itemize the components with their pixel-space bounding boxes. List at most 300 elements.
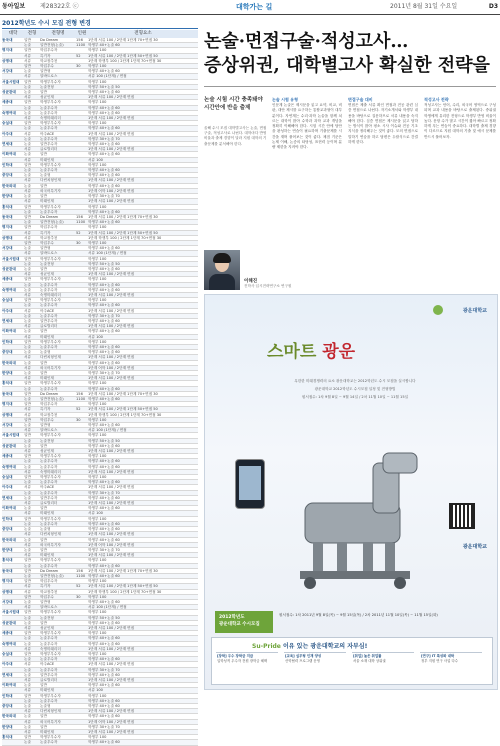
masthead	[0, 0, 500, 15]
article-column	[424, 96, 496, 276]
column-text: 면접은 제출 서류 확인 면접과 전공 관련 심층 면접으로 나뉜다. 자기소개서와 학생부 내용을 바탕으로 질문하므로 서류 내용을 숙지해야 한다. 심층 면접은 제시문을 읽고 답하는 방식이 많아 평소 시사 이슈와 전공 기초 지식을 정리해두는 것이 좋다. 모의 면접으로 말하기 연습을 하고 답변은 두괄식으로 간결하게 한다.	[348, 103, 418, 145]
feature-box	[216, 652, 278, 680]
table-cell: 논술	[24, 90, 31, 95]
table-cell: 학생부우수자	[40, 631, 61, 636]
table-cell: 일반우수자	[40, 142, 58, 147]
table-cell: 이화여대	[2, 683, 16, 688]
table-cell	[76, 642, 88, 646]
table-cell	[76, 95, 88, 99]
table-cell: 한국외대	[2, 360, 16, 365]
table-cell: 논술	[24, 266, 31, 271]
table-cell: 학생부우수자	[40, 298, 61, 303]
table-cell: Do Dream	[40, 568, 59, 573]
table-cell: 논술	[24, 636, 31, 641]
table-cell	[76, 517, 88, 521]
table-cell: 한국외대	[2, 183, 16, 188]
table-cell: 서류	[24, 709, 31, 714]
table-cell: 일반	[24, 402, 31, 407]
table-cell	[2, 126, 24, 130]
table-cell: 서류	[24, 116, 31, 121]
table-cell: 52	[76, 407, 81, 412]
table-cell: 일반	[24, 631, 31, 636]
table-cell: 일반	[24, 454, 31, 459]
table-cell: 세종대	[2, 454, 13, 459]
table-cell: 학생부 40+논술 60	[88, 152, 120, 157]
table-cell: 알바트로스	[40, 605, 58, 610]
table-cell: 성균관대	[2, 443, 16, 448]
table-cell: 학교장추천	[40, 589, 58, 594]
table-cell	[76, 168, 88, 172]
table-cell: 학생부 40+논술 60	[88, 698, 120, 703]
table-cell: 미래인재	[40, 157, 54, 162]
table-cell: 일반	[40, 443, 47, 448]
table-cell: 학생부 100	[88, 79, 107, 84]
table-cell	[2, 730, 24, 734]
table-cell: 서류	[24, 719, 31, 724]
table-cell: 1단계 서류 100 / 2단계 면접	[88, 178, 135, 183]
table-cell	[76, 314, 88, 318]
table-cell: 논술	[24, 527, 31, 532]
table-cell: 논술	[24, 672, 31, 677]
table-cell	[76, 189, 88, 193]
table-cell: 성균관대	[2, 266, 16, 271]
table-cell	[76, 366, 88, 370]
table-cell: 서강대	[2, 69, 13, 74]
table-cell	[76, 600, 88, 604]
table-cell: 일반	[24, 64, 31, 69]
table-cell	[2, 511, 24, 515]
table-cell	[2, 283, 24, 287]
university-advertisement[interactable]	[204, 294, 498, 690]
table-cell: 서류	[24, 688, 31, 693]
table-cell: 논술우수자	[40, 282, 58, 287]
table-cell: 논술	[24, 480, 31, 485]
table-cell	[76, 387, 88, 391]
badge-line: 2012학년도	[219, 615, 245, 620]
table-cell	[76, 683, 88, 687]
table-cell	[76, 657, 88, 661]
table-cell	[76, 714, 88, 718]
table-cell	[2, 668, 24, 672]
table-cell: 학생부 40+논술 60	[88, 105, 120, 110]
table-cell: 서류	[24, 157, 31, 162]
table-cell: 일반	[40, 183, 47, 188]
table-cell: 서류	[24, 95, 31, 100]
table-cell	[76, 735, 88, 739]
table-cell	[2, 335, 24, 339]
table-cell: 학생부 40+논술 60	[88, 599, 120, 604]
table-cell: 미래인재	[40, 511, 54, 516]
table-cell	[76, 423, 88, 427]
table-cell	[76, 283, 88, 287]
table-cell	[2, 85, 24, 89]
divider	[204, 86, 496, 87]
table-cell: 일반	[24, 558, 31, 563]
table-cell	[76, 636, 88, 640]
table-cell: 일반	[24, 516, 31, 521]
table-cell: 논술	[24, 386, 31, 391]
table-cell: 서류	[24, 230, 31, 235]
table-cell: 학생부 40+논술 60	[88, 459, 120, 464]
table-cell: Do Dream	[40, 391, 59, 396]
table-cell: 일반	[40, 152, 47, 157]
table-cell	[76, 137, 88, 141]
table-cell: 일반	[24, 162, 31, 167]
table-cell: 학생부 100	[88, 162, 107, 167]
table-cell: 논술	[24, 69, 31, 74]
table-cell	[76, 173, 88, 177]
table-cell: 논술	[24, 521, 31, 526]
table-cell: 학생부 40+논술 60	[88, 641, 120, 646]
author-title: 진학사 입시전략연구소 연구원	[244, 284, 292, 288]
table-cell: 학생부우수자	[40, 475, 61, 480]
table-cell: 세종대	[2, 277, 13, 282]
table-cell: Do Dream	[40, 38, 59, 42]
table-cell	[76, 449, 88, 453]
table-cell: 학생부 40+논술 60	[88, 360, 120, 365]
table-cell: 숙명여대	[2, 641, 16, 646]
table-cell	[2, 54, 24, 58]
table-cell: 상명대	[2, 589, 13, 594]
ad-badge	[215, 611, 273, 633]
table-cell: 1단계 학생부 100 / 2단계 1단계 70+면접 30	[88, 235, 162, 240]
table-cell: 학생부 40+논술 60	[88, 43, 120, 48]
table-cell: 학생부 100	[88, 48, 107, 53]
table-cell	[76, 340, 88, 344]
table-cell	[76, 506, 88, 510]
table-cell: 인하대	[2, 516, 13, 521]
column-subhead: 적성고사 전략	[424, 97, 449, 102]
table-cell	[76, 402, 88, 406]
table-cell	[76, 48, 88, 52]
qr-code-icon[interactable]	[449, 503, 475, 529]
table-cell	[76, 532, 88, 536]
table-cell: 일반	[24, 298, 31, 303]
table-cell: 학생부 30+논술 70	[88, 371, 120, 375]
table-cell: 학생부 40+논술 60	[88, 704, 120, 708]
table-cell	[76, 251, 88, 255]
admission-table	[2, 18, 198, 745]
table-cell: 서류	[24, 730, 31, 735]
table-cell: 서강대	[2, 599, 13, 604]
table-cell	[76, 361, 88, 365]
ad-panel-title	[252, 641, 367, 650]
table-cell	[76, 309, 88, 313]
table-cell: 미래인재	[40, 730, 54, 735]
table-cell	[2, 657, 24, 661]
table-cell: 학생부 100	[88, 693, 107, 698]
table-cell: 동국대	[2, 568, 13, 573]
table-cell: 서류 100 (1단계) / 면접	[88, 605, 127, 610]
header-cell: 대학	[8, 31, 18, 36]
table-cell: 동국대	[2, 38, 13, 42]
table-cell	[76, 298, 88, 302]
table-cell: 논술	[24, 183, 31, 188]
table-cell: 학생부 40+논술 60	[88, 672, 120, 677]
table-cell	[76, 590, 88, 594]
table-cell	[76, 522, 88, 526]
table-cell	[2, 564, 24, 568]
table-cell: 52	[76, 53, 81, 58]
table-cell: 학업우수	[40, 417, 54, 422]
table-cell: 학생부 40+논술 60	[88, 209, 120, 214]
table-cell: 학업우수자	[40, 48, 58, 53]
table-cell	[76, 152, 88, 156]
table-cell: 학생부 40+논술 60	[88, 683, 120, 688]
table-cell: 156	[76, 38, 83, 42]
table-cell: 학생부 100	[88, 454, 107, 459]
table-cell: 학생부 40+논술 60	[88, 636, 120, 641]
table-cell	[2, 740, 24, 744]
table-cell: 1단계 서류 100 / 2단계 면접	[88, 646, 135, 651]
table-cell: 이화여대	[2, 152, 16, 157]
table-cell: 학업우수자	[40, 402, 58, 407]
table-cell	[2, 387, 24, 391]
table-cell: 156	[76, 391, 83, 396]
table-cell: 1단계 서류 100 / 2단계 면접	[88, 355, 135, 360]
table-cell	[76, 558, 88, 562]
table-cell	[76, 350, 88, 354]
table-cell	[2, 553, 24, 557]
table-cell: 학생부 100	[88, 579, 107, 584]
table-cell: 명지대	[2, 402, 13, 407]
table-cell: 1단계 서류 100 / 2단계 면접	[88, 553, 135, 558]
table-cell: 학생부 100	[88, 631, 107, 636]
table-cell: 상명대	[2, 235, 13, 240]
table-cell	[2, 324, 24, 328]
table-cell: 서류 100	[88, 157, 103, 162]
table-cell: 학생부 40+논술 60	[88, 69, 120, 74]
table-cell	[76, 688, 88, 692]
column-text: 적성고사는 언어, 수리, 외국어 영역으로 구성되며 교과 내용을 바탕으로 출제된다. 중위권 학생에게 유리한 전형으로 학생부 반영 비율이 높다. 문항 수가 많고 시간이 짧아 빠르고 정확하게 푸는 연습이 중요하다. 대학별 출제 경향이 다르므로 지원 대학의 기출 및 예시 문제를 반드시 풀어보자.	[424, 103, 496, 139]
table-cell: 일반	[24, 48, 31, 53]
table-cell: 학생부 40+논술 60	[88, 423, 120, 428]
table-cell: 논술	[24, 126, 31, 131]
table-cell: 학생부 100	[88, 256, 107, 261]
table-cell	[76, 413, 88, 417]
table-cell: 학생부 40+논술 60	[88, 620, 120, 625]
table-cell: 1단계 서류 100 / 2단계 면접	[88, 324, 135, 329]
table-cell	[2, 210, 24, 214]
table-cell: 1단계 서류 100 / 2단계 면접	[88, 147, 135, 152]
table-cell: 논술우수자	[40, 105, 58, 110]
table-cell: 1단계 서류 100 / 2단계 면접	[88, 131, 135, 136]
table-cell	[76, 262, 88, 266]
table-cell: 서류 100	[88, 334, 103, 339]
table-cell: 글로벌리더	[40, 147, 58, 152]
table-cell: 학생부 40+논술 60	[88, 266, 120, 271]
table-cell	[2, 501, 24, 505]
table-cell	[2, 407, 24, 411]
table-cell	[76, 652, 88, 656]
table-cell: 논술	[24, 246, 31, 251]
table-cell	[76, 184, 88, 188]
table-cell: 논술우수자	[40, 459, 58, 464]
table-cell: 서류	[24, 376, 31, 381]
table-cell: 논술	[24, 318, 31, 323]
table-cell: 논술우수자	[40, 464, 58, 469]
table-cell: 일반우수자	[40, 495, 58, 500]
table-cell	[76, 147, 88, 151]
table-cell	[2, 106, 24, 110]
table-cell: 서류	[24, 355, 31, 360]
table-cell: 논술	[24, 423, 31, 428]
table-cell: 논술	[24, 371, 31, 375]
table-cell: 숭실대	[2, 121, 13, 126]
table-cell: 인하대	[2, 693, 13, 698]
table-cell	[2, 376, 24, 380]
table-cell	[76, 90, 88, 94]
table-cell: 아주대	[2, 131, 13, 136]
table-cell: 연세대	[2, 495, 13, 500]
table-title: 2012학년도 수시 모집 전형 변경	[2, 18, 198, 29]
ad-logo-text: 광운대학교	[462, 308, 487, 314]
table-cell: 성균인재	[40, 95, 54, 100]
column-text: 인문계 논술은 제시문을 읽고 요약, 비교, 비판, 대안 제시를 요구하는 통합교과형이 대부분이다. 자연계는 수리·과학 논술을 함께 치르는 대학이 많아 수학과 과학 교과 개념을 정확히 이해해야 한다. 시험 시간 안에 답안을 완성하는 연습이 필요하며 기출문제를 시간을 재며 풀어보는 것이 좋다. 채점 기준은 논제 이해, 논증의 타당성, 표현력 등이며 분량 제한을 지켜야 한다.	[272, 103, 342, 150]
table-cell: 서류	[24, 308, 31, 313]
table-cell: 일반	[40, 724, 47, 729]
table-cell: 논술	[24, 136, 31, 141]
table-cell: 성균관대	[2, 90, 16, 95]
table-body	[2, 38, 198, 746]
table-cell: 학생부 40+논술 60	[88, 142, 120, 147]
table-cell: 1단계 서류 100 / 2단계 1단계 50+면접 50	[88, 230, 158, 235]
issue-date: 2011년 8월 31일 수요일	[390, 3, 458, 10]
table-cell: 일반	[24, 391, 31, 396]
table-cell: 상명대	[2, 58, 13, 63]
table-cell: 동국대	[2, 214, 13, 219]
table-cell: 일반	[40, 620, 47, 625]
table-cell: 논술우수자	[40, 313, 58, 318]
table-cell: 논술전형	[40, 84, 54, 89]
table-cell: 논술형	[40, 527, 51, 532]
table-cell: 일반전형(논술)	[40, 43, 64, 48]
table-cell: 서류	[24, 677, 31, 682]
table-cell	[76, 178, 88, 182]
table-cell: 52	[76, 230, 81, 235]
table-cell: 글로벌리더	[40, 677, 58, 682]
table-cell: 논술우수자	[40, 287, 58, 292]
table-cell	[2, 636, 24, 640]
table-cell	[76, 345, 88, 349]
table-cell: 학생부 40+논술 60	[88, 318, 120, 323]
table-cell	[76, 647, 88, 651]
table-cell: 논술	[24, 490, 31, 495]
ad-slogan	[267, 337, 355, 362]
table-cell: 학생부 40+논술 60	[88, 397, 120, 402]
table-cell	[76, 106, 88, 110]
table-cell	[76, 579, 88, 583]
table-cell	[76, 491, 88, 495]
table-cell: 학생부 40+논술 60	[88, 521, 120, 526]
header-cell: 전형요소	[134, 31, 152, 36]
table-cell	[76, 444, 88, 448]
table-cell	[2, 470, 24, 474]
table-cell: 학생부 100	[88, 204, 107, 209]
table-cell: 다빈치형인재	[40, 709, 61, 714]
table-cell: 학생부우수자	[40, 256, 61, 261]
table-cell	[76, 132, 88, 136]
table-cell	[76, 194, 88, 198]
table-cell: 서류	[24, 292, 31, 297]
table-cell	[76, 428, 88, 432]
table-cell	[2, 293, 24, 297]
table-cell: 30	[76, 594, 81, 599]
table-cell: 논술	[24, 287, 31, 292]
table-cell	[76, 668, 88, 672]
table-cell: 한국외대	[2, 537, 16, 542]
table-cell: 일반	[24, 568, 31, 573]
table-cell: 논술	[24, 261, 31, 266]
table-cell: 학생부 30+논술 70	[88, 194, 120, 199]
table-cell: 서류	[24, 485, 31, 490]
table-cell: 논술	[24, 360, 31, 365]
table-cell	[2, 480, 24, 484]
table-cell: 일반전형(논술)	[40, 397, 64, 402]
table-cell: 서류	[24, 178, 31, 183]
table-cell: 일반	[24, 225, 31, 230]
table-cell	[76, 454, 88, 458]
smartphone-icon	[235, 459, 265, 509]
table-cell: 일반	[40, 547, 47, 552]
article-lead-body: 올해 수시 모집 대학별고사는 논술, 면접구술, 적성고사로 나뉜다. 대학마다 반영 비율과 출제 경향이 달라 지원 대학의 기출문제를 분석해야 한다.	[204, 126, 267, 146]
table-cell: 상명대	[2, 412, 13, 417]
table-cell	[76, 319, 88, 323]
table-cell: 명지대	[2, 579, 13, 584]
table-cell: 한양대	[2, 547, 13, 552]
table-cell: 서류	[24, 469, 31, 474]
table-cell: 논술	[24, 282, 31, 287]
table-cell: 학생부 50+논술 50	[88, 438, 120, 443]
table-cell: 30	[76, 417, 81, 422]
table-cell	[2, 543, 24, 547]
table-cell: 서울시립대	[2, 433, 20, 438]
table-cell: 서류	[24, 74, 31, 79]
table-cell: 학생부 100	[88, 121, 107, 126]
table-cell	[2, 168, 24, 172]
table-cell	[76, 626, 88, 630]
table-cell: 1100	[76, 43, 86, 48]
table-cell: 학생부 100	[88, 558, 107, 563]
table-cell	[2, 64, 24, 68]
table-cell	[2, 449, 24, 453]
table-cell: 논술	[24, 563, 31, 568]
table-cell: 일반	[40, 506, 47, 511]
table-cell: 1단계 서류 100 / 2단계 면접	[88, 677, 135, 682]
table-cell: 1단계 서류 100 / 2단계 면접	[88, 501, 135, 506]
table-cell: 세종대	[2, 631, 13, 636]
table-cell	[76, 126, 88, 130]
table-cell	[2, 418, 24, 422]
table-cell	[2, 595, 24, 599]
table-cell: 서류	[24, 147, 31, 152]
table-cell: 학생부 100	[88, 225, 107, 230]
table-cell: 1단계 서류 100 / 2단계 1단계 50+면접 50	[88, 53, 158, 58]
table-cell: 학생부 100	[88, 64, 107, 69]
table-cell: 논술	[24, 220, 31, 225]
table-cell: 논술	[24, 641, 31, 646]
table-cell: 1단계 서류 100 / 2단계 1단계 70+면접 30	[88, 38, 158, 42]
table-cell: 서류	[24, 199, 31, 204]
table-cell: 서류	[24, 334, 31, 339]
panel-title-text: 이유 있는 광운대학교의 자부심!	[282, 643, 368, 650]
table-cell: 학생부 40+논술 60	[88, 303, 120, 308]
table-cell: 논술우수자	[40, 490, 58, 495]
table-cell: 학생부 40+논술 60	[88, 246, 120, 251]
table-cell: 학업우수자	[40, 225, 58, 230]
table-cell: 일반	[24, 735, 31, 740]
table-cell	[2, 366, 24, 370]
